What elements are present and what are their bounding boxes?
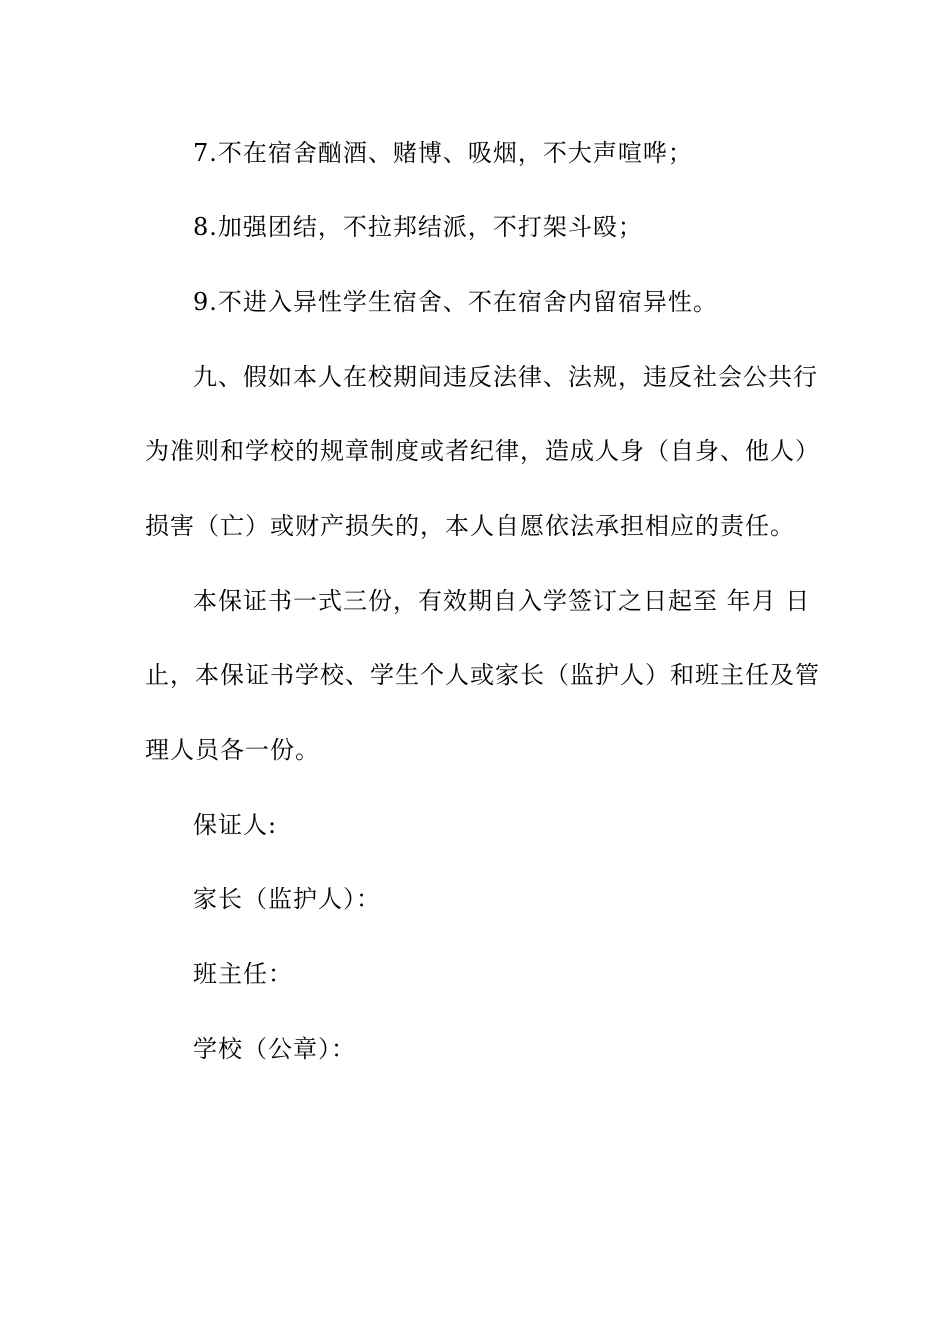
clause-nine-line-3: 损害（亡）或财产损失的，本人自愿依法承担相应的责任。 [145,512,795,540]
clause-nine-line-2: 为准则和学校的规章制度或者纪律，造成人身（自身、他人） [145,437,820,465]
copies-paragraph-line-3: 理人员各一份。 [145,736,320,764]
copies-paragraph-line-1: 本保证书一式三份，有效期自入学签订之日起至 年月 日 [193,587,811,615]
rule-item-7: 7.不在宿舍酗酒、赌博、吸烟，不大声喧哗； [193,139,693,167]
rule-item-9: 9.不进入异性学生宿舍、不在宿舍内留宿异性。 [193,288,718,316]
guarantor-signature-label: 保证人: [193,811,278,839]
parent-signature-label: 家长（监护人）： [193,885,381,913]
clause-nine-line-1: 九、假如本人在校期间违反法律、法规，违反社会公共行 [193,363,818,391]
rule-item-8: 8.加强团结，不拉邦结派，不打架斗殴； [193,213,643,241]
copies-paragraph-line-2: 止，本保证书学校、学生个人或家长（监护人）和班主任及管 [145,661,820,689]
head-teacher-signature-label: 班主任： [193,960,293,988]
school-seal-label: 学校（公章）： [193,1035,356,1063]
